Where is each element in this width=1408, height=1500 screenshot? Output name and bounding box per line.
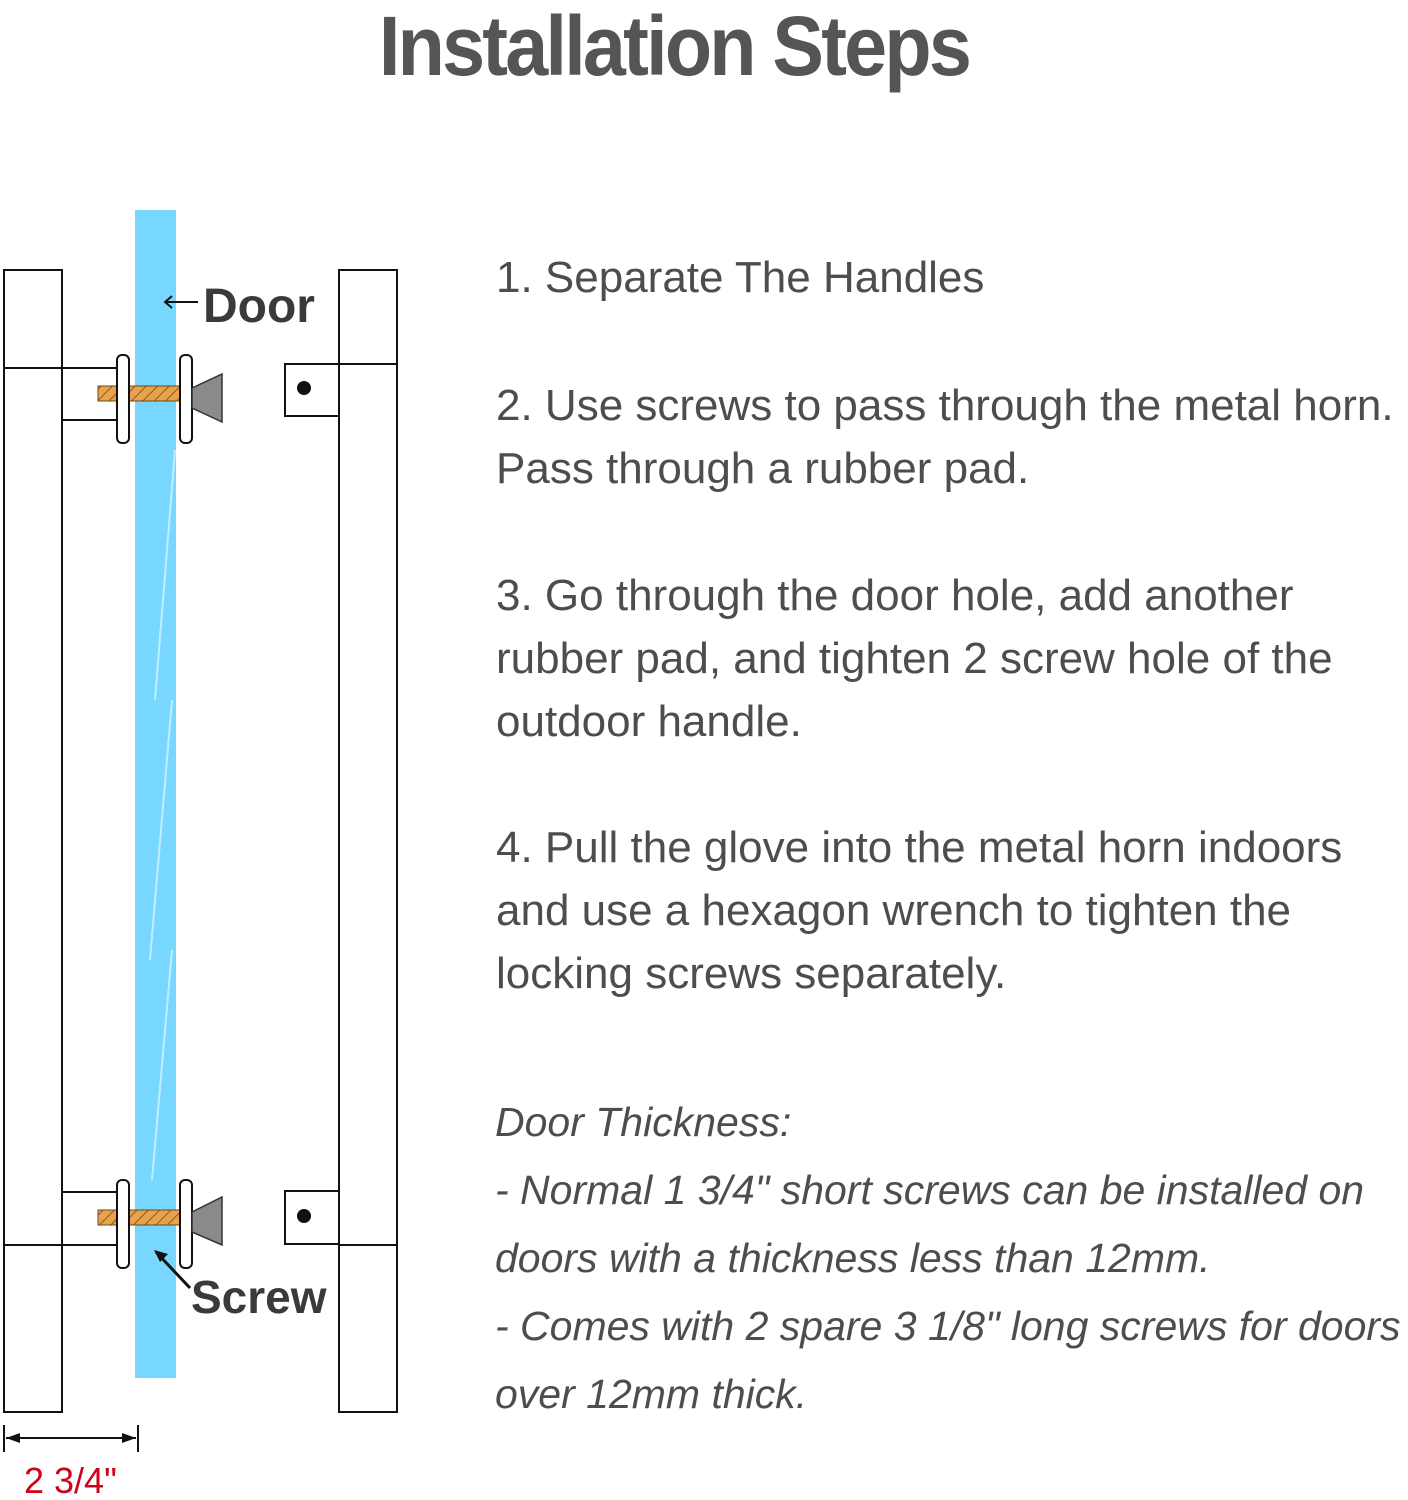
- rubber-pad-top-right: [180, 355, 192, 443]
- right-horn-top: [285, 364, 339, 416]
- installation-diagram: [0, 0, 470, 1500]
- screw-hole-icon: [297, 381, 311, 395]
- door-label: Door: [203, 280, 315, 333]
- rubber-pad-top-left: [117, 355, 129, 443]
- rubber-pad-bottom-left: [117, 1180, 129, 1268]
- right-horn-bottom: [285, 1191, 339, 1244]
- thickness-note-long-screws: - Comes with 2 spare 3 1/8" long screws for doors over 12mm thick.: [495, 1303, 1401, 1417]
- page-title: Installation Steps: [378, 0, 970, 93]
- right-handle-bar: [339, 270, 397, 1412]
- step-4: 4. Pull the glove into the metal horn indoors and use a hexagon wrench to tighten the locking screws separately.: [496, 823, 1343, 998]
- thickness-note-short-screws: - Normal 1 3/4" short screws can be installed on doors with a thickness less than 12mm.: [495, 1167, 1365, 1281]
- dimension-label: 2 3/4": [24, 1460, 117, 1500]
- screw-hole-icon: [297, 1209, 311, 1223]
- left-handle-bar: [4, 270, 62, 1412]
- door-thickness-notes: [495, 1088, 1407, 1428]
- bumper-bottom: [192, 1197, 222, 1245]
- bumper-top: [192, 374, 222, 422]
- thickness-heading: Door Thickness:: [495, 1099, 792, 1145]
- step-1: 1. Separate The Handles: [496, 253, 985, 302]
- screw-top: [98, 386, 182, 401]
- step-2: 2. Use screws to pass through the metal horn. Pass through a rubber pad.: [496, 381, 1394, 493]
- glass-door: [135, 210, 176, 1378]
- screw-label: Screw: [191, 1271, 327, 1323]
- door-arrow-icon: [165, 296, 198, 308]
- screw-bottom: [98, 1210, 182, 1225]
- step-3: 3. Go through the door hole, add another rubber pad, and tighten 2 screw hole of the outdoor handle.: [496, 571, 1333, 746]
- rubber-pad-bottom-right: [180, 1180, 192, 1268]
- dimension-line: [4, 1425, 138, 1452]
